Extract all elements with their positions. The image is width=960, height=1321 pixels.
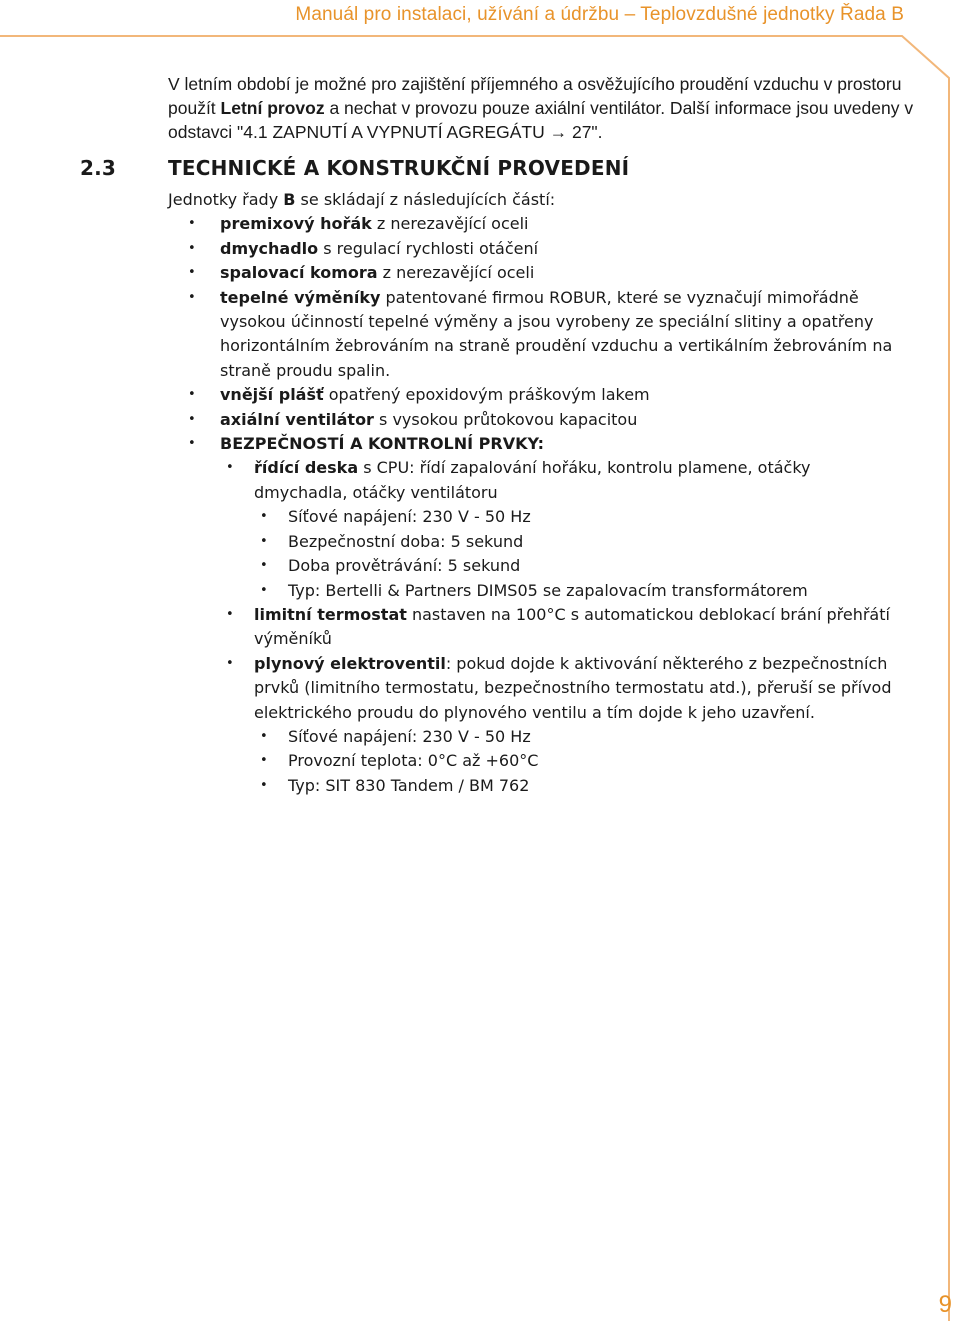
header-title: Manuál pro instalaci, užívání a údržbu — [295, 4, 620, 25]
lead-bold: B — [283, 190, 296, 209]
valve-specs — [254, 725, 908, 798]
list-item — [168, 212, 908, 236]
components-list — [168, 212, 908, 798]
section-body — [168, 188, 908, 798]
item-text: nastaven na 100°C s automatickou deblokací brání přehřátí výměníků — [254, 604, 890, 649]
page-header — [295, 4, 904, 26]
item-text: z nerezavějící oceli — [371, 214, 529, 234]
safety-title: BEZPEČNOSTÍ A KONTROLNÍ PRVKY: — [220, 434, 545, 454]
header-separator: – — [619, 4, 641, 25]
spec-item: • Typ: Bertelli & Partners DIMS05 se zapalovacím transformátorem — [254, 579, 908, 603]
list-item-safety — [168, 432, 908, 798]
spec-item: • Doba provětrávání: 5 sekund — [254, 554, 908, 578]
list-item — [168, 383, 908, 407]
item-bold: vnější plášť — [220, 385, 324, 405]
page-number: 9 — [938, 1291, 952, 1318]
lead-text-1: Jednotky řady — [168, 190, 284, 209]
intro-text-3: 27". — [567, 122, 603, 142]
intro-text-2: a nechat v provozu pouze axiální ventilátor. Další informace jsou uvedeny v odstavci "4.1 ZAPNUTÍ A VYPNUTÍ AGREGÁTU — [168, 98, 914, 142]
lead-text-2: se skládají z následujících částí: — [295, 190, 556, 209]
item-bold: spalovací komora — [220, 263, 378, 283]
spec-item: • Síťové napájení: 230 V - 50 Hz — [254, 505, 908, 529]
list-item — [220, 652, 908, 798]
section-number: 2.3 — [80, 156, 117, 180]
list-item — [220, 456, 908, 602]
list-item — [168, 408, 908, 432]
item-text: s regulací rychlosti otáčení — [318, 238, 539, 258]
section-lead — [168, 188, 908, 212]
spec-item: • Síťové napájení: 230 V - 50 Hz — [254, 725, 908, 749]
list-item — [168, 237, 908, 261]
item-bold: plynový elektroventil — [254, 653, 446, 673]
arrow-icon: → — [549, 122, 568, 142]
safety-list — [220, 456, 908, 798]
item-text: z nerezavějící oceli — [377, 263, 535, 283]
item-text: s CPU: řídí zapalování hořáku, kontrolu plamene, otáčky dmychadla, otáčky ventilátoru — [254, 458, 811, 502]
item-text: s vysokou průtokovou kapacitou — [373, 409, 638, 429]
item-text: : pokud dojde k aktivování některého z bezpečnostních prvků (limitního termostatu, bezpečnostního termostatu atd.), přeruší se přívod elektrického proudu do plynového ventilu a tím dojde k jeho uzavření. — [254, 653, 892, 722]
item-bold: řídící deska — [254, 458, 359, 478]
board-specs — [254, 505, 908, 603]
section-title: TECHNICKÉ A KONSTRUKČNÍ PROVEDENÍ — [168, 156, 630, 180]
spec-item: • Provozní teplota: 0°C až +60°C — [254, 749, 908, 773]
item-bold: dmychadlo — [220, 238, 319, 258]
list-item — [220, 603, 908, 652]
item-bold: tepelné výměníky — [220, 287, 381, 307]
list-item — [168, 261, 908, 285]
item-bold: limitní termostat — [254, 604, 407, 624]
spec-item: • Typ: SIT 830 Tandem / BM 762 — [254, 774, 908, 798]
header-subtitle: Teplovzdušné jednotky Řada B — [640, 4, 904, 25]
intro-text-1: V letním období je možné pro zajištění příjemného a osvěžujícího proudění vzduchu v prostoru použít — [168, 74, 902, 118]
section-heading — [80, 156, 629, 180]
intro-paragraph — [168, 72, 920, 144]
intro-bold: Letní provoz — [220, 98, 325, 118]
item-text: opatřený epoxidovým práškovým lakem — [323, 385, 650, 405]
item-text: patentované firmou ROBUR, které se vyznačují mimořádně vysokou účinností tepelné výměny a jsou vyrobeny ze speciální slitiny a opatřeny horizontálním žebrováním na straně proudění vzduchu a vertikálním žebrováním na straně proudu spalin. — [220, 287, 893, 380]
item-bold: premixový hořák — [220, 214, 372, 234]
list-item — [168, 286, 908, 384]
item-bold: axiální ventilátor — [220, 409, 374, 429]
spec-item: • Bezpečnostní doba: 5 sekund — [254, 530, 908, 554]
